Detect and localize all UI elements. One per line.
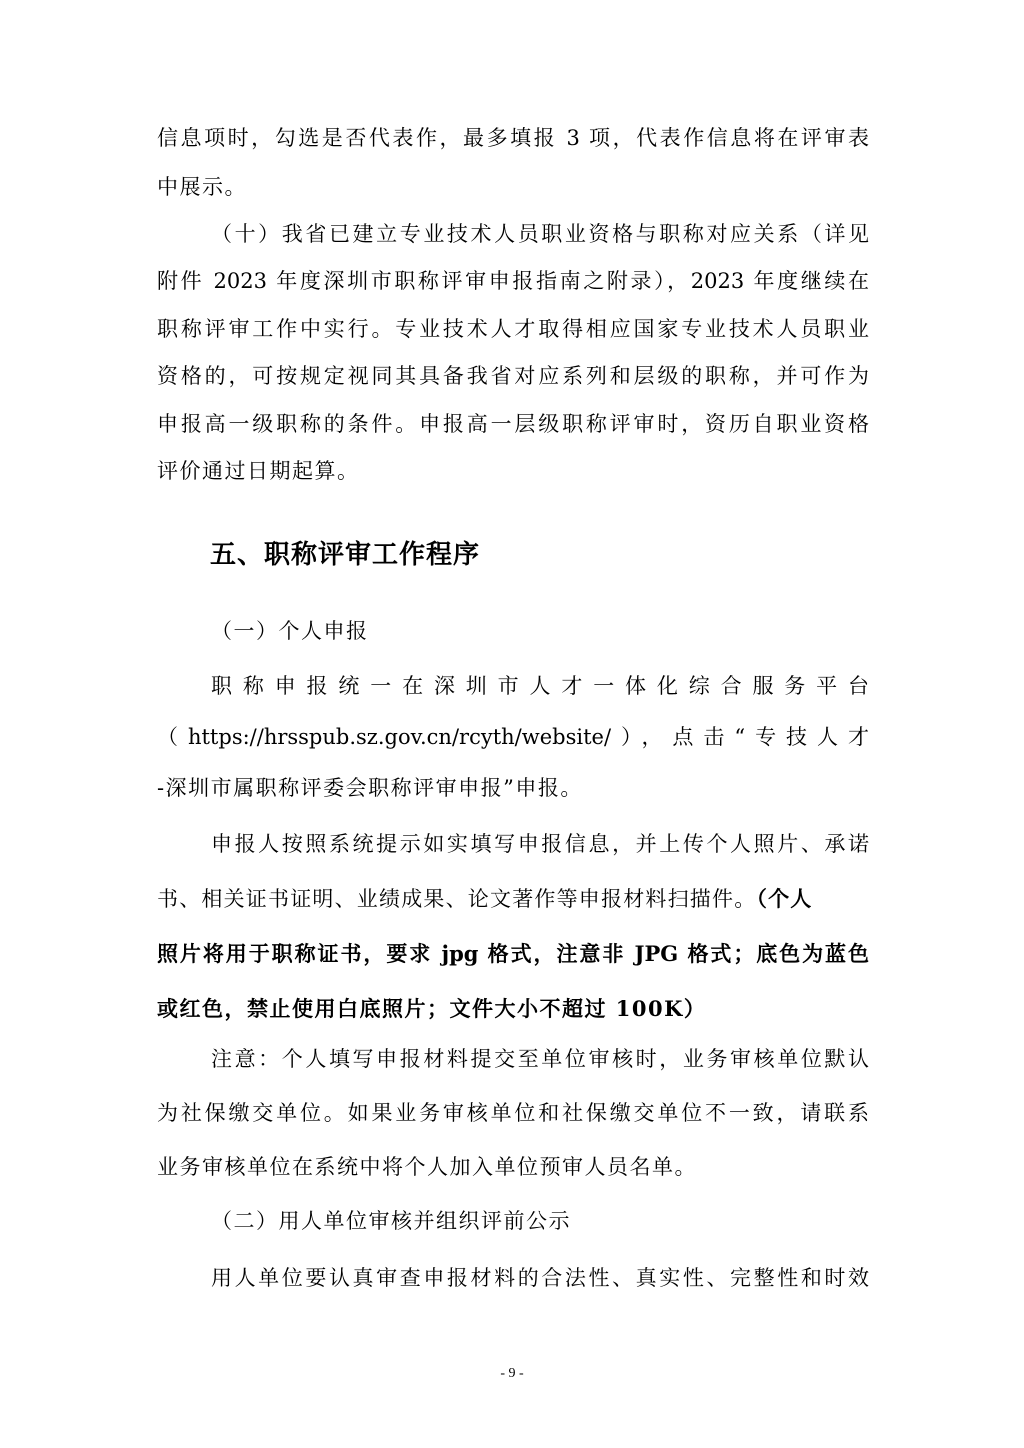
- paragraph-text-normal: 书、相关证书证明、业绩成果、论文著作等申报材料扫描件。: [157, 887, 757, 911]
- paragraph-line: 附件 2023 年度深圳市职称评审申报指南之附录），2023 年度继续在: [157, 269, 869, 293]
- paragraph-line: 职称评审工作中实行。专业技术人才取得相应国家专业技术人员职业: [157, 317, 869, 341]
- paragraph-line: 注意：个人填写申报材料提交至单位审核时，业务审核单位默认: [211, 1047, 869, 1071]
- section-heading: 五、职称评审工作程序: [210, 540, 481, 570]
- paragraph-line: 中展示。: [157, 175, 247, 199]
- subheading-text: （一）个人申报: [211, 619, 369, 643]
- subheading-text: （二）用人单位审核并组织评前公示: [211, 1209, 571, 1233]
- paragraph-line: 资格的，可按规定视同其具备我省对应系列和层级的职称，并可作为: [157, 364, 869, 388]
- photo-requirement-line: 照片将用于职称证书，要求 jpg 格式，注意非 JPG 格式；底色为蓝色: [157, 941, 869, 966]
- paragraph-line: 用人单位要认真审查申报材料的合法性、真实性、完整性和时效: [211, 1266, 869, 1290]
- paragraph-line: 评价通过日期起算。: [157, 459, 360, 483]
- page-number: - 9 -: [500, 1366, 524, 1381]
- platform-url-line: （https://hrsspub.sz.gov.cn/rcyth/website/），点击“专技人才: [157, 725, 869, 749]
- paragraph-line: 为社保缴交单位。如果业务审核单位和社保缴交单位不一致，请联系: [157, 1101, 869, 1125]
- paragraph-text-bold: （个人: [756, 886, 813, 911]
- paragraph-line: 职称申报统一在深圳市人才一体化综合服务平台: [211, 674, 869, 698]
- paragraph-line: 业务审核单位在系统中将个人加入单位预审人员名单。: [157, 1155, 697, 1179]
- photo-requirement-line: 或红色，禁止使用白底照片；文件大小不超过 100K）: [157, 996, 707, 1021]
- paragraph-line: -深圳市属职称评委会职称评审申报”申报。: [157, 776, 583, 800]
- paragraph-line: （十）我省已建立专业技术人员职业资格与职称对应关系（详见: [211, 222, 869, 246]
- paragraph-line: 信息项时，勾选是否代表作，最多填报 3 项，代表作信息将在评审表: [157, 126, 869, 150]
- paragraph-line: 申报人按照系统提示如实填写申报信息，并上传个人照片、承诺: [211, 832, 869, 856]
- paragraph-line: [157, 885, 869, 913]
- paragraph-line: 申报高一级职称的条件。申报高一层级职称评审时，资历自职业资格: [157, 412, 869, 436]
